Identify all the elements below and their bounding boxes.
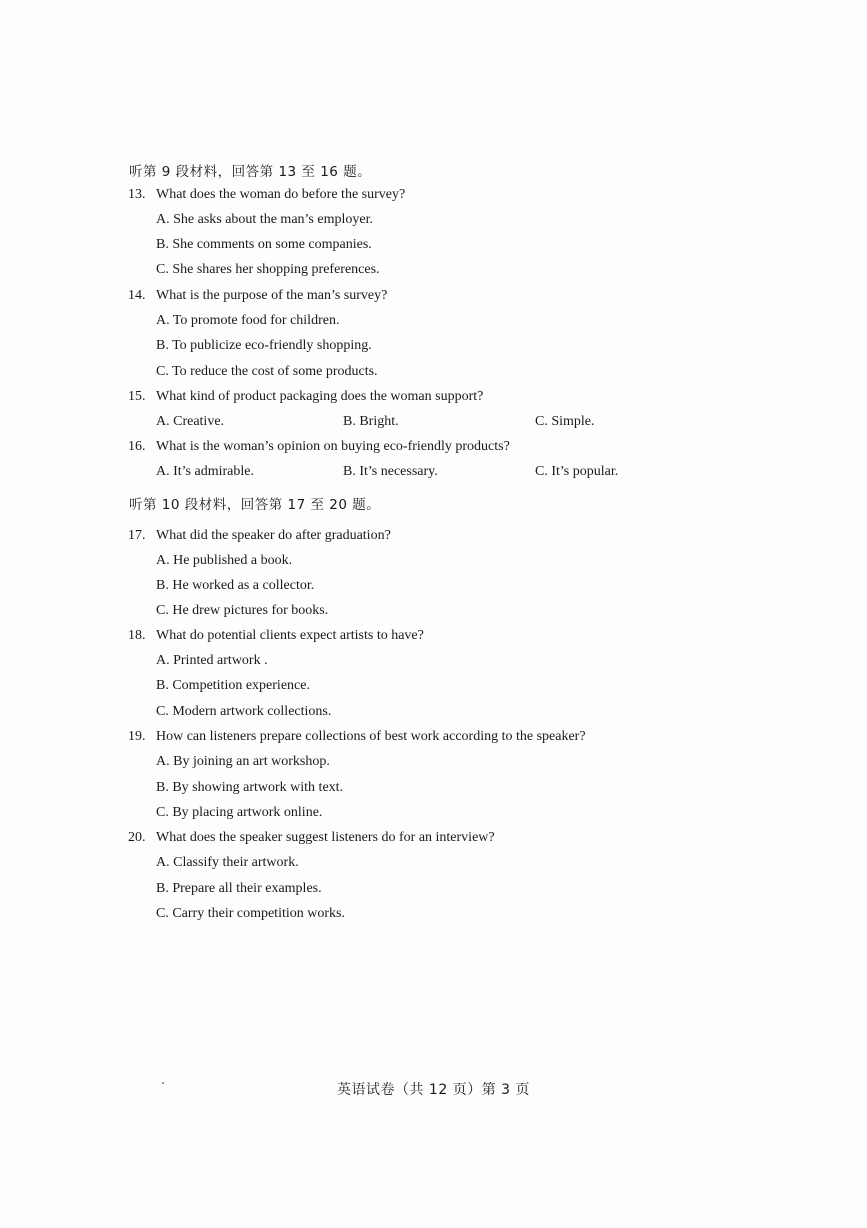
option-a: A. She asks about the man’s employer. <box>156 212 373 227</box>
option-b: B. Prepare all their examples. <box>156 881 322 896</box>
section-heading: 听第 9 段材料，回答第 13 至 16 题。 <box>129 164 372 180</box>
question-text: What did the speaker do after graduation? <box>156 528 391 543</box>
option-c: C. Simple. <box>535 414 595 429</box>
question-text: What does the woman do before the survey? <box>156 187 406 202</box>
question-number: 20. <box>128 830 146 845</box>
option-c: C. Modern artwork collections. <box>156 704 332 719</box>
question-19 <box>128 729 586 745</box>
option-c: C. It’s popular. <box>535 464 619 479</box>
section-heading: 听第 10 段材料，回答第 17 至 20 题。 <box>129 497 381 513</box>
option-a: A. He published a book. <box>156 553 293 568</box>
option-b: B. She comments on some companies. <box>156 237 372 252</box>
option-c: C. She shares her shopping preferences. <box>156 262 380 277</box>
question-number: 15. <box>128 389 146 404</box>
page-footer: 英语试卷（共 12 页）第 3 页 <box>336 1082 531 1098</box>
option-c: C. Carry their competition works. <box>156 906 345 921</box>
question-number: 16. <box>128 439 146 454</box>
option-a: A. By joining an art workshop. <box>156 754 330 769</box>
option-a: A. It’s admirable. <box>156 464 254 479</box>
option-c: C. To reduce the cost of some products. <box>156 364 378 379</box>
option-a: A. Creative. <box>156 414 225 429</box>
option-a: A. To promote food for children. <box>156 313 340 328</box>
option-a: A. Classify their artwork. <box>156 855 299 870</box>
question-number: 19. <box>128 729 146 744</box>
question-16 <box>128 439 510 455</box>
option-a: A. Printed artwork . <box>156 653 268 668</box>
question-text: What is the woman’s opinion on buying eco-friendly products? <box>156 439 510 454</box>
question-20 <box>128 830 495 846</box>
option-b: B. By showing artwork with text. <box>156 780 344 795</box>
question-text: What kind of product packaging does the woman support? <box>156 389 484 404</box>
question-number: 18. <box>128 628 146 643</box>
option-c: C. He drew pictures for books. <box>156 603 329 618</box>
question-18 <box>128 628 424 644</box>
question-text: What is the purpose of the man’s survey? <box>156 288 388 303</box>
question-number: 17. <box>128 528 146 543</box>
question-number: 13. <box>128 187 146 202</box>
question-15 <box>128 389 483 405</box>
question-17 <box>128 528 391 544</box>
option-b: B. It’s necessary. <box>343 464 438 479</box>
option-b: B. Bright. <box>343 414 399 429</box>
option-b: B. He worked as a collector. <box>156 578 315 593</box>
question-number: 14. <box>128 288 146 303</box>
option-b: B. To publicize eco-friendly shopping. <box>156 338 372 353</box>
question-14 <box>128 288 387 304</box>
question-text: How can listeners prepare collections of best work according to the speaker? <box>156 729 586 744</box>
question-13 <box>128 187 405 203</box>
option-b: B. Competition experience. <box>156 678 310 693</box>
question-text: What do potential clients expect artists to have? <box>156 628 424 643</box>
question-text: What does the speaker suggest listeners do for an interview? <box>156 830 495 845</box>
option-c: C. By placing artwork online. <box>156 805 323 820</box>
